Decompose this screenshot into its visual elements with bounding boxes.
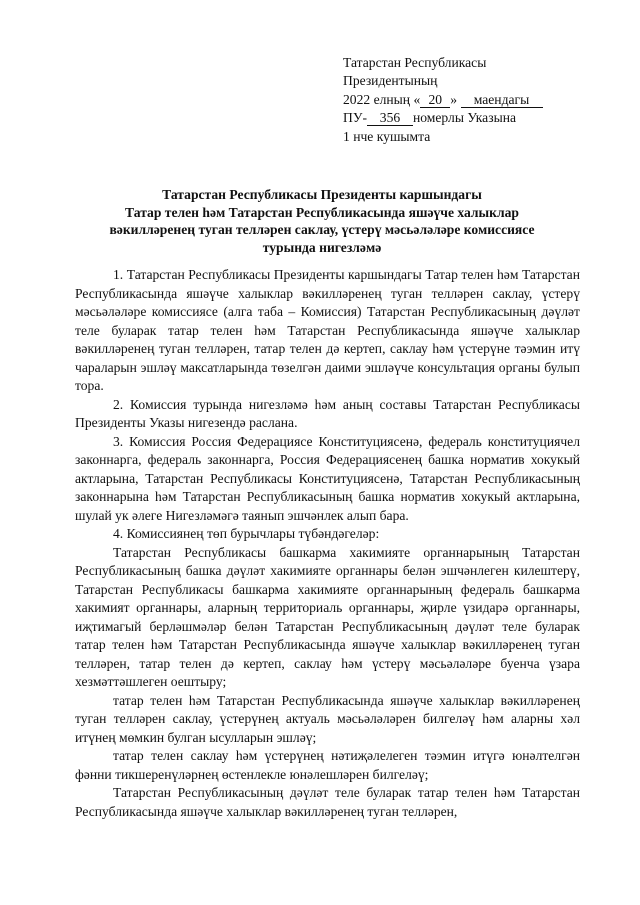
decree-number: 356 xyxy=(367,111,413,126)
title-line-2: Татар телен һәм Татарстан Республикасында яшәүче халыклар xyxy=(125,204,519,220)
date-mid: » xyxy=(450,91,458,107)
ref-line-president: Президентының xyxy=(343,73,438,89)
document-body xyxy=(75,266,580,821)
task-item-2: татар телен һәм Татарстан Республикасында яшәүче халыклар вәкилләренең туган телләрен саклау, үстерүнең актуаль мәсьәләләрен билгеләү һәм аларны хәл итүнең мөмкин булган ысулларын эшләү; xyxy=(75,692,580,745)
ref-line-number xyxy=(343,109,593,127)
ref-line-appendix: 1 нче кушымта xyxy=(343,128,431,144)
ref-line-republic: Татарстан Республикасы xyxy=(343,55,487,70)
paragraph-4: 4. Комиссиянең төп бурычлары түбәндәгеләр: xyxy=(113,526,380,541)
title-line-3: вәкилләренең туган телләрен саклау, үстерү мәсьәләләре комиссиясе xyxy=(109,222,535,238)
decree-reference xyxy=(343,54,593,146)
number-suffix: номерлы Указына xyxy=(412,110,517,126)
paragraph-3: 3. Комиссия Россия Федерациясе Конституциясенә, федераль конституциячел законнарга, федераль законнарга, Россия Федерациясенең башка норматив хокукый актларына, Татарстан Республикасы Конституциясенә, Татарстан Республикасының законнарына һәм Татарстан Республикасының башка норматив хокукый актларына, шулай ук әлеге Нигезләмәгә таянып эшчәнлек алып бара. xyxy=(75,433,580,523)
date-day: 20 xyxy=(420,93,450,108)
task-item-3: татар телен саклау һәм үстерүнең нәтиҗәлелеген тәэмин итүгә юнәлтелгән фәнни тикшеренүләрнең өстенлекле юнәлешләрен билгеләү; xyxy=(75,748,580,782)
ref-line-date xyxy=(343,91,593,109)
task-item-1: Татарстан Республикасы башкарма хакимияте органнарының Татарстан Республикасының башка дәүләт хакимияте органнары белән эшчәнлеген килештерү, Татарстан Республикасы башкарма хакимияте органнарының федераль башкарма хакимият органнары, аларның территориаль органнары, җирле үзидарә органнары, иҗтимагый берләшмәләр белән Татарстан Республикасының дәүләт теле буларак татар телен һәм Татарстан Республикасында яшәүче халыклар вәкилләренең туган телләрен, татар телен дә кертеп, саклау һәм үстерү мәсьәләләре буенча үзара хезмәттәшлеген оештыру; xyxy=(75,544,580,689)
document-title xyxy=(72,186,572,256)
title-line-1: Татарстан Республикасы Президенты каршындагы xyxy=(162,187,482,202)
task-item-4: Татарстан Республикасының дәүләт теле буларак татар телен һәм Татарстан Республикасында яшәүче халыклар вәкилләренең туган телләрен, xyxy=(75,785,580,819)
title-line-4: турында нигезләмә xyxy=(262,239,382,255)
date-prefix: 2022 елның « xyxy=(343,91,421,107)
number-prefix: ПУ- xyxy=(343,110,367,126)
paragraph-1: 1. Татарстан Республикасы Президенты каршындагы Татар телен һәм Татарстан Республикасында яшәүче халыклар вәкилләренең туган телләрен саклау, үстерү мәсьәләләре комиссиясе (алга таба – Комиссия) Татарстан Республикасының дәүләт теле буларак татар телен һәм Татарстан Республикасында яшәүче халыклар вәкилләренең туган телләрен, татар телен дә кертеп, саклау һәм үстерүне тәэмин итү чараларын эшләү максатларында төзелгән даими эшләүче консультация органы булып тора. xyxy=(75,267,580,393)
date-month: маендагы xyxy=(461,93,543,108)
paragraph-2: 2. Комиссия турында нигезләмә һәм аның составы Татарстан Республикасы Президенты Указы нигезендә раслана. xyxy=(75,396,580,430)
